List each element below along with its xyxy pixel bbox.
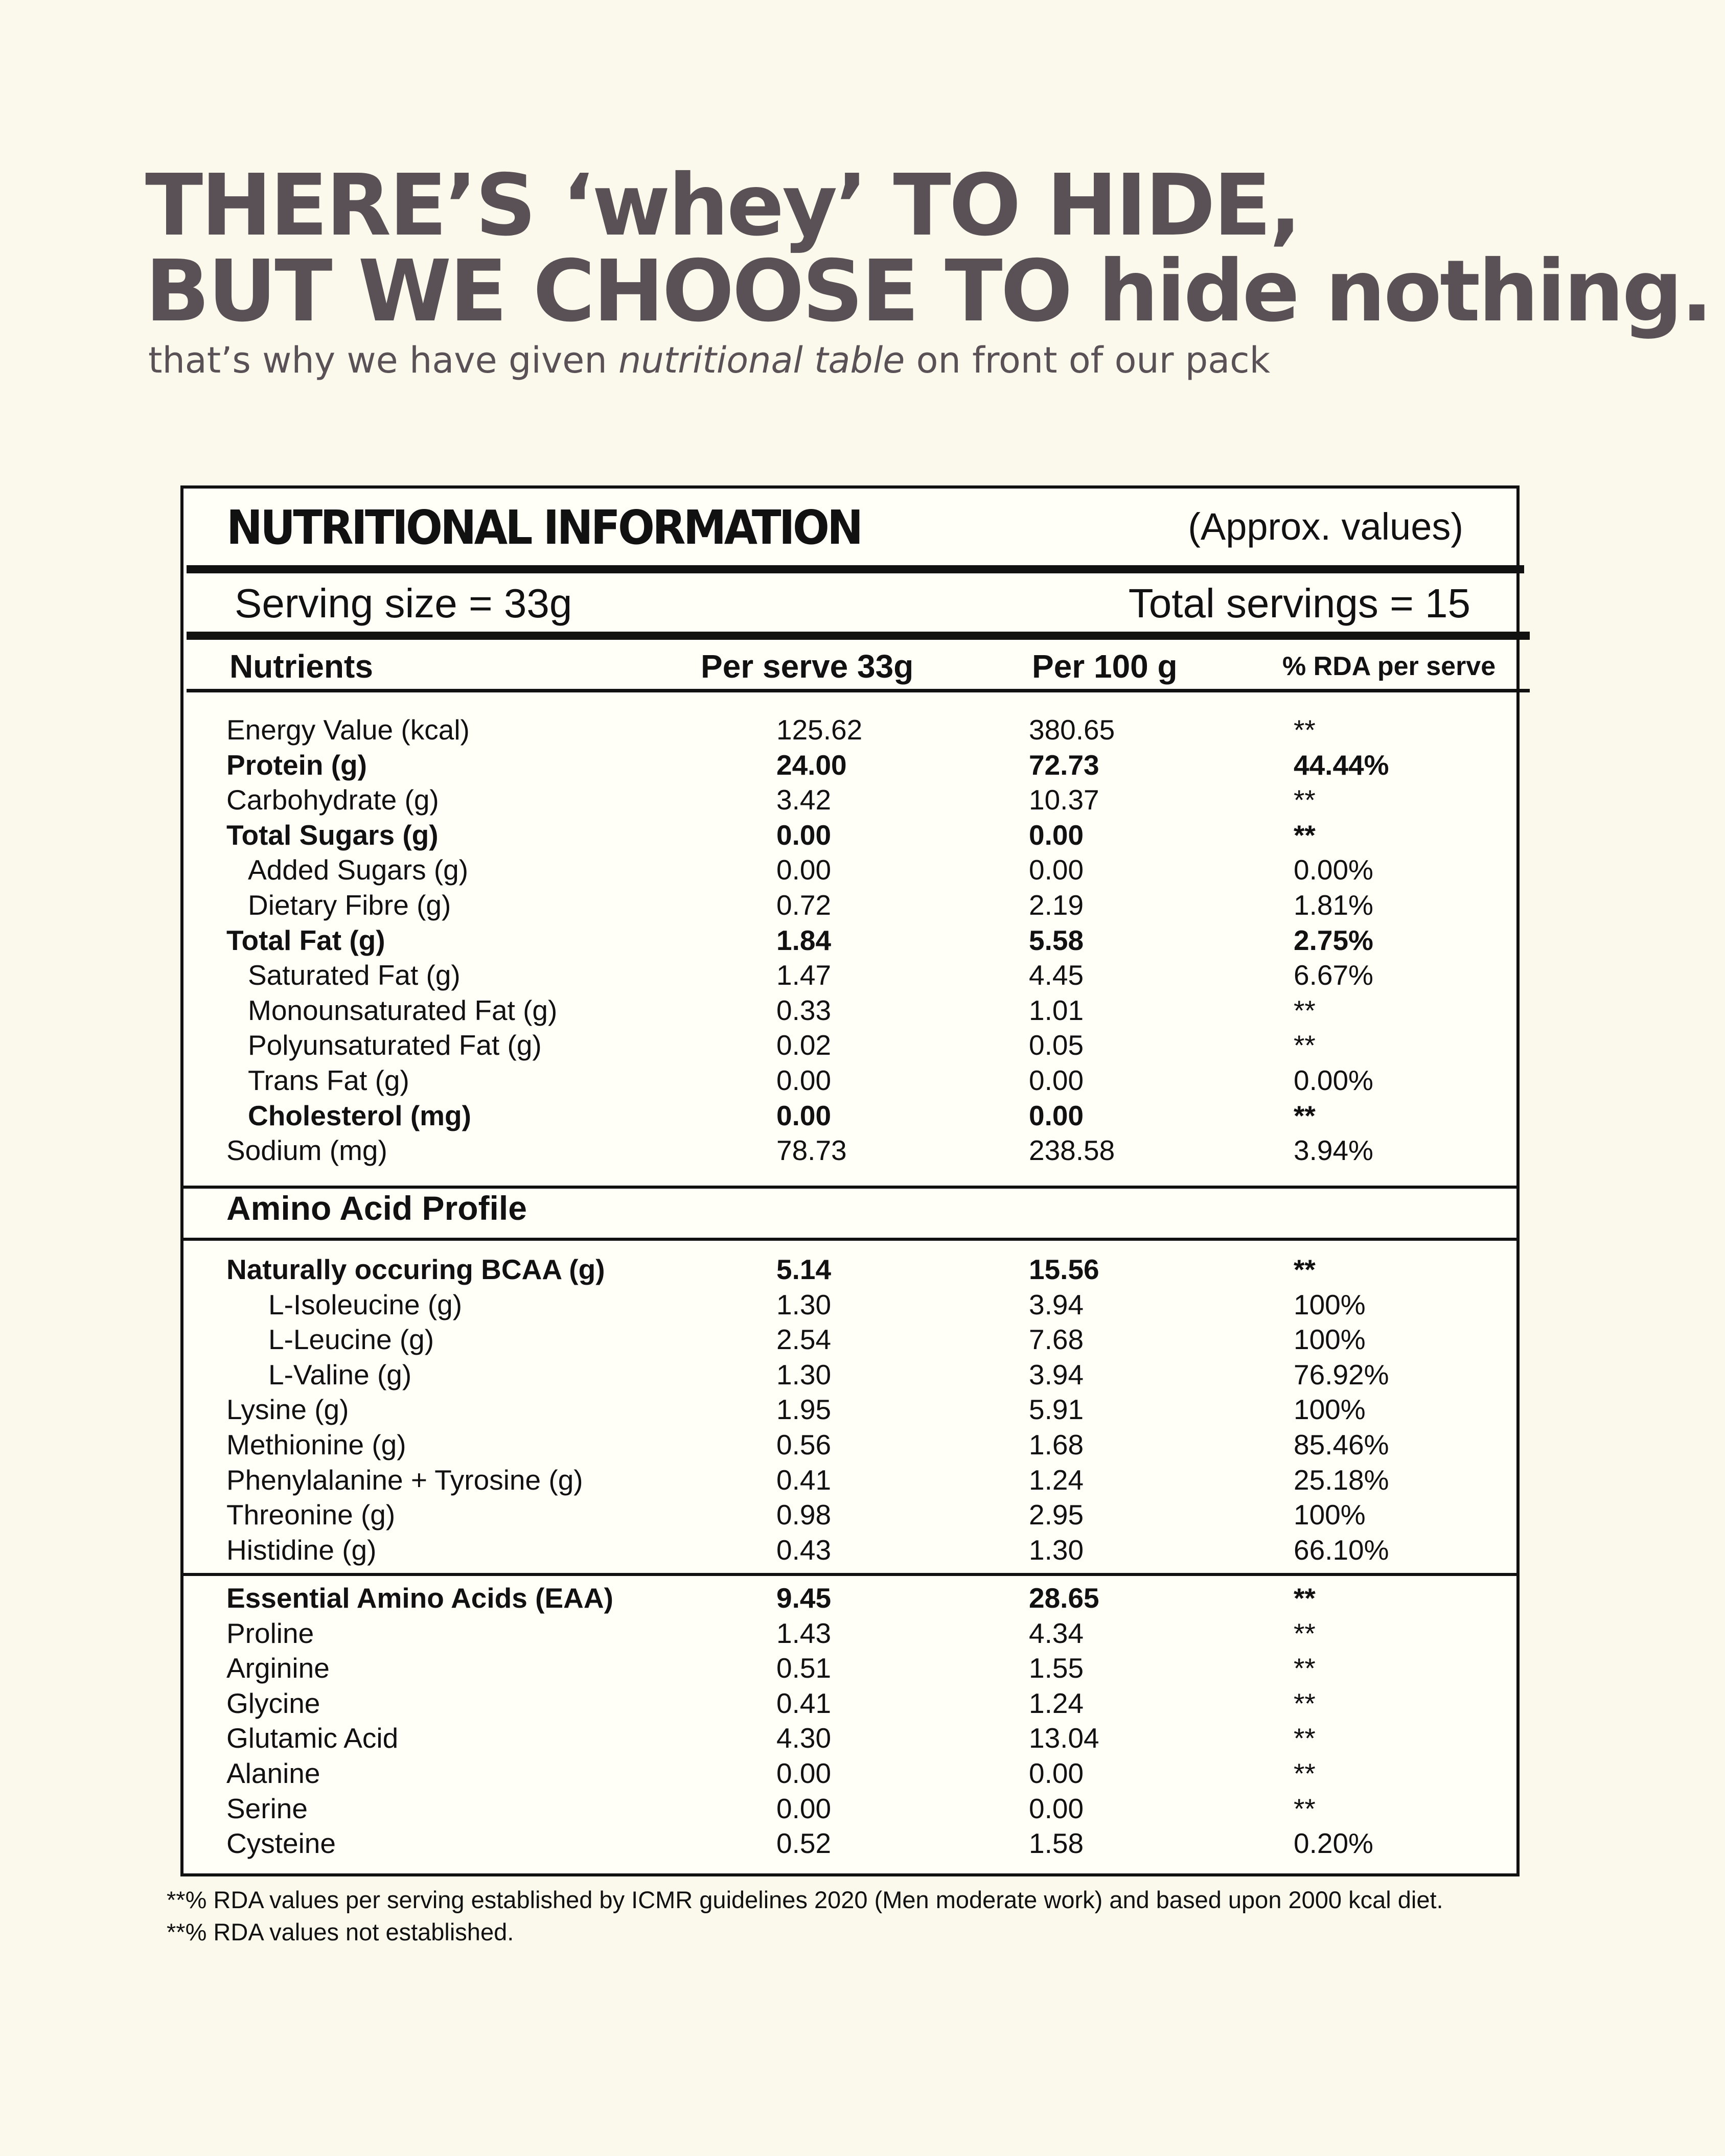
footnotes (167, 1884, 1443, 1948)
table-row (183, 782, 1516, 817)
header-divider (187, 689, 1530, 692)
headline-line-2: BUT WE CHOOSE TO hide nothing. (145, 242, 1711, 341)
table-row (183, 1686, 1516, 1721)
nutrient-name: Total Fat (g) (226, 924, 385, 956)
table-row (183, 748, 1516, 782)
rda-value: ** (1294, 1792, 1316, 1824)
rda-value: ** (1294, 1757, 1316, 1789)
section-divider (183, 1573, 1516, 1576)
nutrient-name: Alanine (226, 1757, 320, 1789)
amino-acid-profile-title: Amino Acid Profile (226, 1189, 527, 1227)
rda-value: ** (1294, 1617, 1316, 1649)
per-100g-value: 4.34 (1029, 1617, 1084, 1649)
table-row (183, 1826, 1516, 1861)
per-serve-value: 9.45 (776, 1582, 832, 1614)
per-serve-value: 1.30 (776, 1288, 832, 1320)
table-row (183, 1721, 1516, 1755)
table-row (183, 1063, 1516, 1098)
nutrient-name: Total Sugars (g) (226, 819, 439, 851)
rda-value: 2.75% (1294, 924, 1373, 956)
table-row (183, 1533, 1516, 1567)
rda-value: ** (1294, 1254, 1316, 1285)
nutrient-name: Protein (g) (226, 749, 367, 781)
table-row (183, 1463, 1516, 1497)
rda-value: 1.81% (1294, 889, 1373, 921)
table-row (183, 1287, 1516, 1322)
per-100g-value: 72.73 (1029, 749, 1099, 781)
per-serve-value: 0.02 (776, 1029, 832, 1061)
rda-value: ** (1294, 1652, 1316, 1684)
nutrient-name: Essential Amino Acids (EAA) (226, 1582, 613, 1614)
nutrient-name: Serine (226, 1792, 308, 1824)
per-serve-value: 1.43 (776, 1617, 832, 1649)
footnote-1: **% RDA values per serving established by ICMR guidelines 2020 (Men moderate work) and based upon 2000 kcal diet. (167, 1886, 1443, 1913)
nutrient-name: Saturated Fat (g) (248, 959, 461, 991)
per-serve-value: 0.00 (776, 1099, 832, 1131)
per-100g-value: 15.56 (1029, 1254, 1099, 1285)
per-serve-value: 0.00 (776, 1792, 832, 1824)
per-100g-value: 0.00 (1029, 819, 1084, 851)
rda-value: 0.00% (1294, 854, 1373, 886)
per-serve-value: 1.30 (776, 1358, 832, 1390)
nutrient-name: L-Leucine (g) (268, 1324, 434, 1356)
table-row (183, 818, 1516, 852)
per-100g-value: 4.45 (1029, 959, 1084, 991)
table-row (183, 712, 1516, 747)
section-divider (183, 1238, 1516, 1241)
per-100g-value: 5.58 (1029, 924, 1084, 956)
nutrient-name: Methionine (g) (226, 1429, 406, 1460)
per-100g-value: 1.68 (1029, 1429, 1084, 1460)
per-serve-value: 0.72 (776, 889, 832, 921)
rda-value: ** (1294, 819, 1316, 851)
per-100g-value: 238.58 (1029, 1134, 1115, 1167)
per-100g-value: 1.24 (1029, 1687, 1084, 1719)
nutrient-name: Naturally occuring BCAA (g) (226, 1254, 605, 1285)
table-row (183, 1651, 1516, 1685)
nutrient-name: Cholesterol (mg) (248, 1099, 471, 1131)
per-serve-value: 4.30 (776, 1722, 832, 1754)
per-serve-value: 0.00 (776, 854, 832, 886)
thick-divider (187, 632, 1530, 640)
table-row (183, 1322, 1516, 1357)
headline (145, 156, 1711, 341)
per-100g-value: 0.00 (1029, 1064, 1084, 1096)
headline-line-1: THERE’S ‘whey’ TO HIDE, (145, 156, 1300, 255)
per-serve-value: 78.73 (776, 1134, 847, 1167)
nutrient-name: Trans Fat (g) (248, 1064, 409, 1096)
rda-value: 66.10% (1294, 1534, 1389, 1566)
nutrient-name: Energy Value (kcal) (226, 714, 470, 746)
per-serve-value: 0.98 (776, 1499, 832, 1531)
nutrient-name: Polyunsaturated Fat (g) (248, 1029, 542, 1061)
per-serve-value: 0.56 (776, 1429, 832, 1460)
per-serve-value: 0.52 (776, 1827, 832, 1860)
per-100g-value: 0.05 (1029, 1029, 1084, 1061)
column-header-per-100g: Per 100 g (1032, 648, 1178, 685)
rda-value: 100% (1294, 1499, 1366, 1531)
column-header-rda: % RDA per serve (1282, 652, 1496, 681)
rda-value: ** (1294, 1722, 1316, 1754)
rda-value: 100% (1294, 1324, 1366, 1356)
per-100g-value: 1.30 (1029, 1534, 1084, 1566)
rda-value: 0.00% (1294, 1064, 1373, 1096)
rda-value: 25.18% (1294, 1464, 1389, 1496)
table-row (183, 1392, 1516, 1427)
subheadline-start: that’s why we have given (148, 339, 618, 381)
rda-value: 0.20% (1294, 1827, 1373, 1860)
approx-values-note: (Approx. values) (1188, 505, 1463, 548)
footnote-2: **% RDA values not established. (167, 1918, 514, 1945)
rda-value: ** (1294, 714, 1316, 746)
per-serve-value: 5.14 (776, 1254, 832, 1285)
per-100g-value: 7.68 (1029, 1324, 1084, 1356)
nutrition-panel (180, 485, 1520, 1876)
per-serve-value: 1.95 (776, 1394, 832, 1426)
per-serve-value: 0.00 (776, 1757, 832, 1789)
per-100g-value: 28.65 (1029, 1582, 1099, 1614)
rda-value: 3.94% (1294, 1134, 1373, 1167)
per-100g-value: 1.55 (1029, 1652, 1084, 1684)
table-row (183, 1616, 1516, 1651)
per-100g-value: 0.00 (1029, 1099, 1084, 1131)
nutrient-name: Proline (226, 1617, 314, 1649)
per-serve-value: 0.43 (776, 1534, 832, 1566)
per-100g-value: 0.00 (1029, 1757, 1084, 1789)
per-100g-value: 1.01 (1029, 994, 1084, 1026)
rda-value: ** (1294, 1582, 1316, 1614)
per-serve-value: 0.33 (776, 994, 832, 1026)
table-row (183, 1497, 1516, 1532)
nutrient-name: Dietary Fibre (g) (248, 889, 451, 921)
table-row (183, 852, 1516, 887)
per-serve-value: 0.00 (776, 1064, 832, 1096)
thick-divider (187, 565, 1524, 573)
rda-value: 100% (1294, 1288, 1366, 1320)
nutrient-name: Phenylalanine + Tyrosine (g) (226, 1464, 583, 1496)
table-row (183, 1791, 1516, 1826)
table-row (183, 1028, 1516, 1062)
table-row (183, 1427, 1516, 1462)
table-row (183, 1133, 1516, 1168)
rda-value: 76.92% (1294, 1358, 1389, 1390)
per-serve-value: 1.84 (776, 924, 832, 956)
table-row (183, 1756, 1516, 1791)
rda-value: 44.44% (1294, 749, 1389, 781)
per-100g-value: 2.95 (1029, 1499, 1084, 1531)
table-row (183, 888, 1516, 922)
per-100g-value: 380.65 (1029, 714, 1115, 746)
table-row (183, 1357, 1516, 1392)
table-row (183, 1098, 1516, 1133)
table-row (183, 993, 1516, 1028)
per-serve-value: 0.00 (776, 819, 832, 851)
per-serve-value: 0.51 (776, 1652, 832, 1684)
per-serve-value: 125.62 (776, 714, 863, 746)
nutrient-name: Arginine (226, 1652, 330, 1684)
column-header-per-serve: Per serve 33g (701, 648, 914, 685)
subheadline-end: on front of our pack (905, 339, 1271, 381)
nutrient-name: Added Sugars (g) (248, 854, 469, 886)
table-row (183, 1581, 1516, 1615)
nutrient-name: L-Isoleucine (g) (268, 1288, 463, 1320)
per-serve-value: 3.42 (776, 784, 832, 816)
table-row (183, 1252, 1516, 1287)
per-100g-value: 0.00 (1029, 1792, 1084, 1824)
per-100g-value: 1.58 (1029, 1827, 1084, 1860)
nutrient-name: L-Valine (g) (268, 1358, 412, 1390)
per-100g-value: 2.19 (1029, 889, 1084, 921)
rda-value: ** (1294, 1029, 1316, 1061)
rda-value: ** (1294, 994, 1316, 1026)
subheadline (148, 337, 1270, 383)
nutrient-name: Carbohydrate (g) (226, 784, 439, 816)
rda-value: ** (1294, 1099, 1316, 1131)
per-serve-value: 24.00 (776, 749, 847, 781)
nutrient-name: Threonine (g) (226, 1499, 396, 1531)
nutrient-name: Cysteine (226, 1827, 336, 1860)
subheadline-emphasis: nutritional table (618, 339, 905, 381)
per-100g-value: 0.00 (1029, 854, 1084, 886)
per-100g-value: 13.04 (1029, 1722, 1099, 1754)
column-header-nutrients: Nutrients (229, 648, 373, 685)
total-servings: Total servings = 15 (1128, 581, 1470, 626)
table-row (183, 958, 1516, 992)
nutrient-name: Glycine (226, 1687, 320, 1719)
per-100g-value: 10.37 (1029, 784, 1099, 816)
per-100g-value: 3.94 (1029, 1358, 1084, 1390)
serving-size: Serving size = 33g (235, 581, 572, 626)
per-serve-value: 0.41 (776, 1464, 832, 1496)
per-serve-value: 0.41 (776, 1687, 832, 1719)
rda-value: 6.67% (1294, 959, 1373, 991)
rda-value: 100% (1294, 1394, 1366, 1426)
table-row (183, 923, 1516, 958)
nutrient-name: Monounsaturated Fat (g) (248, 994, 558, 1026)
nutrient-name: Sodium (mg) (226, 1134, 387, 1167)
rda-value: ** (1294, 1687, 1316, 1719)
per-100g-value: 3.94 (1029, 1288, 1084, 1320)
per-100g-value: 5.91 (1029, 1394, 1084, 1426)
nutrient-name: Glutamic Acid (226, 1722, 399, 1754)
per-serve-value: 2.54 (776, 1324, 832, 1356)
rda-value: ** (1294, 784, 1316, 816)
per-serve-value: 1.47 (776, 959, 832, 991)
per-100g-value: 1.24 (1029, 1464, 1084, 1496)
nutrient-name: Lysine (g) (226, 1394, 349, 1426)
rda-value: 85.46% (1294, 1429, 1389, 1460)
panel-title: NUTRITIONAL INFORMATION (226, 500, 861, 555)
nutrient-name: Histidine (g) (226, 1534, 377, 1566)
